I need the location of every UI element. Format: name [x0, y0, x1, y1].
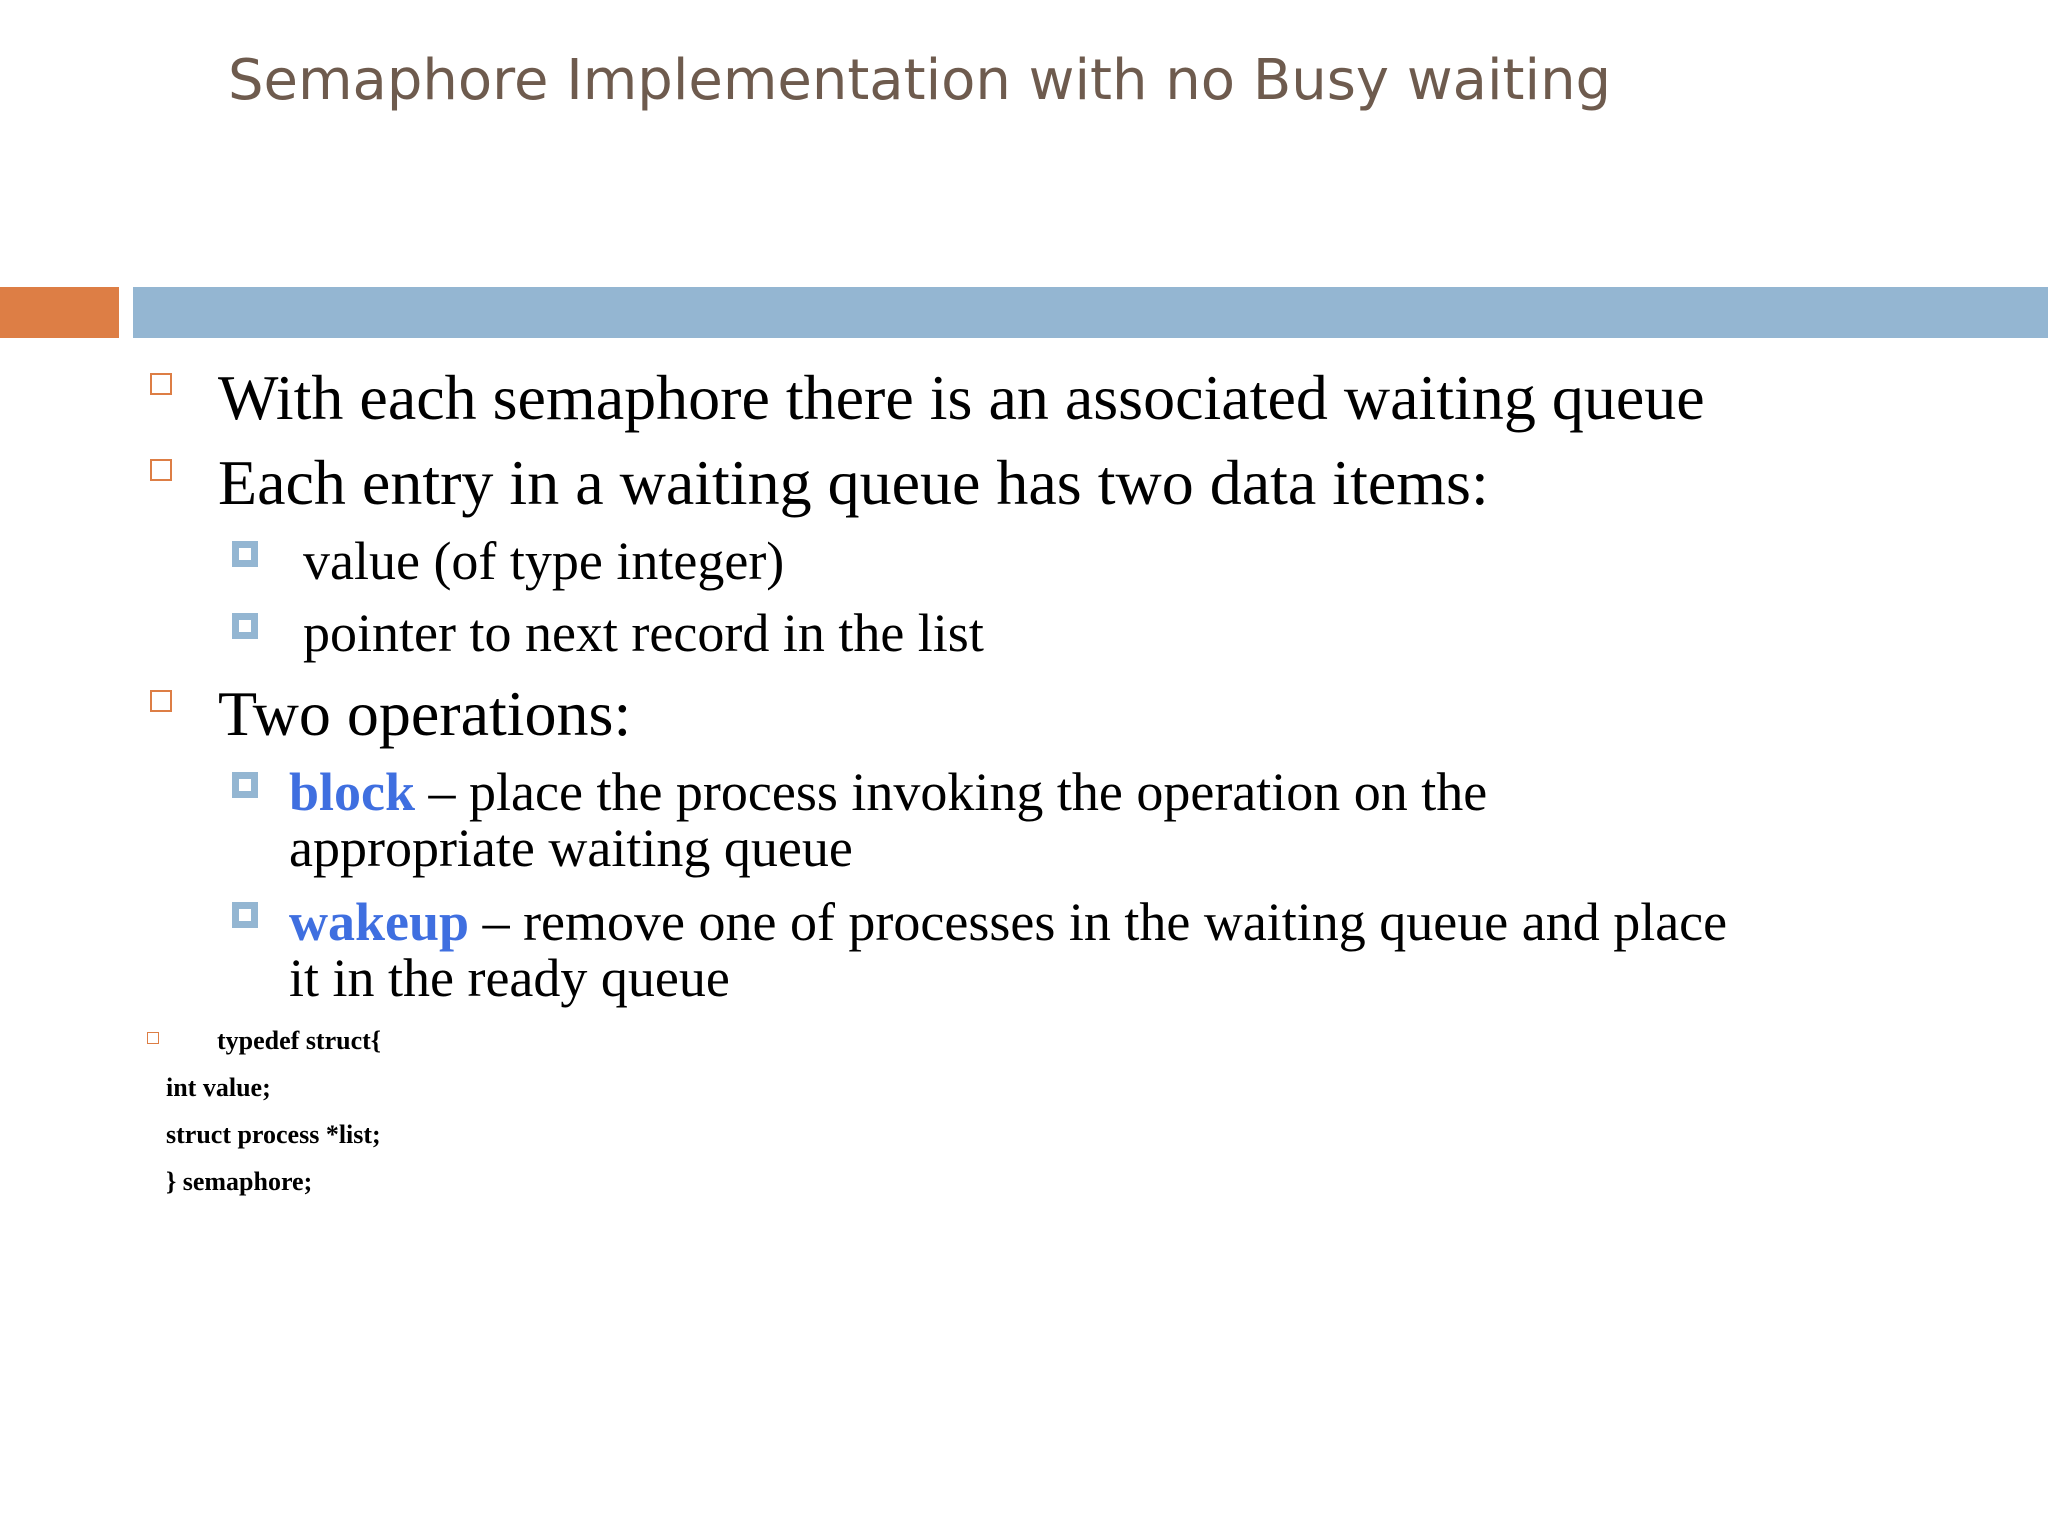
sub-bullet-text: pointer to next record in the list	[303, 603, 984, 663]
sub-bullet-desc: – remove one of processes in the waiting queue and place	[469, 892, 1728, 952]
sub-bullet-icon	[232, 613, 258, 639]
sub-bullet-icon	[232, 772, 258, 798]
bullet-icon	[150, 459, 172, 481]
bullet-icon	[150, 373, 172, 395]
sub-bullet-text	[289, 893, 1727, 951]
sub-bullet-text: value (of type integer)	[303, 531, 785, 591]
code-bullet-icon	[147, 1032, 159, 1044]
keyword-block: block	[289, 762, 416, 822]
keyword-wakeup: wakeup	[289, 892, 470, 952]
sub-bullet-icon	[232, 902, 258, 928]
bullet-icon	[150, 690, 172, 712]
code-line: typedef struct{	[217, 1026, 382, 1055]
bullet-text: With each semaphore there is an associated waiting queue	[218, 362, 1705, 433]
code-line: } semaphore;	[166, 1167, 313, 1196]
sub-bullet-continuation: it in the ready queue	[289, 948, 730, 1008]
accent-bar-orange	[0, 287, 119, 338]
sub-bullet-text	[289, 763, 1487, 821]
accent-bar-blue	[133, 287, 2048, 338]
bullet-text: Each entry in a waiting queue has two data items:	[218, 447, 1489, 518]
code-line: struct process *list;	[166, 1120, 381, 1149]
sub-bullet-continuation: appropriate waiting queue	[289, 818, 853, 878]
slide-title: Semaphore Implementation with no Busy waiting	[228, 48, 1612, 113]
bullet-text: Two operations:	[218, 678, 632, 749]
code-line: int value;	[166, 1073, 271, 1102]
sub-bullet-icon	[232, 541, 258, 567]
sub-bullet-desc: – place the process invoking the operation on the	[415, 762, 1488, 822]
